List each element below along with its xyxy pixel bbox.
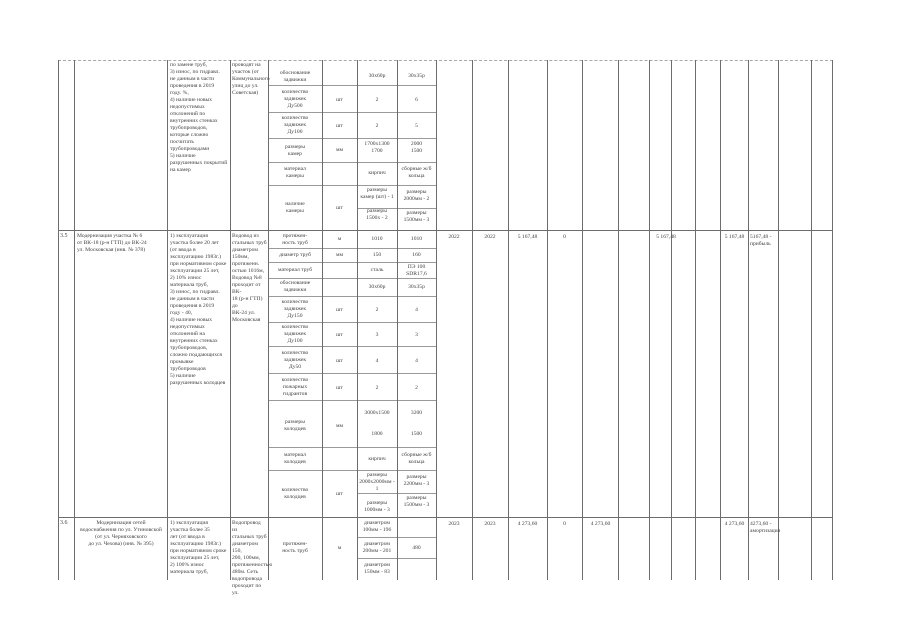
s35-param-name: протяжен- ность труб [282, 233, 308, 246]
s35-param-name: количество задвижек Ду50 [281, 350, 309, 370]
row-number-3-6: 3.6 [60, 520, 68, 526]
col-line [230, 60, 231, 580]
s35-param-unit: м [337, 236, 342, 242]
s35-param-unit: шт [336, 491, 343, 497]
col-line [472, 60, 473, 580]
param-line [268, 400, 436, 401]
top-param-unit: шт [336, 123, 343, 129]
top-param-value-new: сборные ж/б кольца [401, 166, 432, 179]
s35-param-name: количество задвижек Ду100 [281, 324, 309, 344]
col-line [811, 60, 812, 580]
top-param-value-new: 2000 1500 [410, 141, 423, 154]
s35-cost-total: 5 167,48 [724, 234, 745, 240]
param-line [268, 262, 436, 263]
s36-zero-value: 0 [563, 521, 566, 527]
s35-param-unit: шт [336, 332, 343, 338]
s35-param-name: количество задвижек Ду150 [281, 299, 309, 319]
s36-end-year: 2023 [484, 521, 496, 527]
s35-param-value-old: 2 [375, 307, 379, 313]
s35-param-value-new: 4 [415, 358, 418, 364]
s35-param-value-old: размеры 2000x2000мм - 1 размеры 1000мм - 3 [359, 472, 395, 513]
col-line [547, 60, 548, 580]
s35-param-value-new: 30x35р [408, 284, 425, 290]
param-line [268, 138, 436, 139]
param-line [268, 322, 436, 323]
col-line [58, 60, 59, 580]
top-param-value-old: кирпич [368, 170, 386, 176]
s35-param-name: материал колодцев [284, 452, 306, 465]
s35-param-value-old: 30x60р [368, 284, 386, 290]
param-line [268, 346, 436, 347]
s35-param-value-old: 150 [372, 252, 382, 258]
s35-zero-value: 0 [563, 234, 566, 240]
col-line [649, 60, 650, 580]
s36-param-value-new: 480 [412, 545, 421, 551]
top-description: по замене труб, 3) износ, по гидравл. не данным в части проведения в 2019 году. %, 4) наличие новых недопустимых отклонений по внутренних стенках трубопроводов, которые сложно посчитать трубопроводами 5) наличие разрушенных покрытий на камер [170, 62, 228, 173]
col-line [74, 60, 75, 580]
col-line [322, 60, 323, 580]
s36-total-cost: 4 273,60 [517, 521, 538, 527]
col-line [832, 60, 833, 580]
top-param-name: количество задвижек Ду500 [281, 89, 309, 109]
s35-param-value-new: размеры 2200мм - 3 размеры 1500мм - 3 [403, 474, 430, 508]
col-line [720, 60, 721, 580]
top-param-value-old: 2 [375, 97, 379, 103]
row-number-3-5: 3.5 [60, 233, 68, 239]
top-param-value-new: размеры 2000мм - 2 размеры 1500мм - 3 [403, 189, 430, 223]
top-material: проводят на участок (от Коммунального улиц до ул. Советская) [232, 62, 270, 96]
s36-param-name: протяжен- ность труб [282, 541, 308, 554]
top-param-unit: шт [336, 205, 343, 211]
s35-param-name: обоснование задвижки [279, 280, 311, 293]
col-line [167, 60, 168, 580]
top-param-unit: мм [335, 147, 344, 153]
col-line [268, 60, 269, 580]
s35-param-unit: шт [336, 307, 343, 313]
s35-param-value-new: сборные ж/б кольца [401, 452, 432, 465]
s35-param-value-new: ПЭ 100 SDR17,6 [406, 264, 427, 277]
row-line-s36-top [58, 517, 833, 518]
s36-material: Водопровод из стальных труб диаметром 150, 200, 100мм, протяженностью 480м. Сеть водопровода проходит по ул. [232, 520, 273, 596]
top-param-name: наличие камеры [285, 201, 305, 214]
s35-end-year: 2022 [484, 234, 496, 240]
s36-source: 4273,60 - амортизация [750, 521, 781, 534]
top-param-unit: шт [336, 97, 343, 103]
s36-cost-depr: 4 273,60 [590, 521, 611, 527]
top-param-name: количество задвижек Ду100 [281, 115, 309, 135]
col-line [778, 60, 779, 580]
s36-param-value-old: диаметром 100мм - 196 диаметром 200мм - 201 диаметром 150мм - 83 [362, 520, 392, 575]
col-line [748, 60, 749, 580]
param-line [268, 112, 436, 113]
s35-param-value-new: 1010 [410, 236, 423, 242]
s35-param-name: количество пожарных гидрантов [281, 377, 309, 397]
s35-param-name: размеры колодцев [284, 419, 306, 432]
param-line [268, 373, 436, 374]
top-param-value-old: 30x60р [368, 73, 386, 79]
s35-param-name: материал труб [277, 267, 313, 273]
s35-param-value-old: 3 [375, 332, 379, 338]
s36-description: 1) эксплуатация участка более 35 лет (от ввода в эксплуатацию 1983г.) при нормативном сроке эксплуатации 25 лет, 2) 100% износ материала труб, [170, 520, 227, 575]
s35-param-name: количество колодцев [281, 487, 309, 500]
s35-param-value-old: 3000x1500 1800 [364, 410, 390, 437]
top-param-value-new: 5 [415, 123, 418, 129]
s35-total-cost: 5 167,48 [517, 234, 538, 240]
param-line [268, 85, 436, 86]
param-line [268, 248, 436, 249]
s35-param-name: диаметр труб [279, 252, 311, 258]
col-line [695, 60, 696, 580]
s35-param-value-new: 3200 1500 [410, 410, 423, 437]
s36-start-year: 2023 [448, 521, 460, 527]
s35-param-value-new: 2 [415, 385, 418, 391]
top-param-value-new: 30x35р [408, 73, 425, 79]
param-line [268, 447, 436, 448]
param-line [268, 162, 436, 163]
s35-param-unit: шт [336, 385, 343, 391]
s35-param-value-new: 3 [415, 332, 418, 338]
s35-param-value-old: кирпич [368, 456, 386, 462]
s36-title: Модернизация сетей водоснабжения по ул. Утиновской (от ул. Черняховского до ул. Чехова) (инв. № 395) [80, 520, 162, 547]
s35-param-value-old: 4 [375, 358, 379, 364]
s35-material: Водовод из стальных труб диаметром 150мм, протяженн. остью 1016м, Водовод №8 проходит от ВК- 18 (р-н ГТП) до ВК-24 ул. Московская [232, 233, 267, 323]
s35-start-year: 2022 [448, 234, 460, 240]
s36-param-unit: м [337, 545, 342, 551]
top-param-value-old: размеры камер (шт) - 1 размеры 1500x - 2 [360, 187, 394, 221]
s35-source: 5167,48 - прибыль [750, 234, 772, 247]
top-param-value-old: 2 [375, 123, 379, 129]
s35-param-value-old: сталь [370, 267, 384, 273]
top-param-name: размеры камер [285, 144, 305, 157]
s35-param-value-old: 1010 [371, 236, 383, 242]
param-line [268, 185, 436, 186]
col-line [671, 60, 672, 580]
top-param-name: обоснование задвижки [279, 70, 311, 83]
col-line [618, 60, 619, 580]
top-param-name: материал камеры [284, 166, 306, 179]
row-line-s35-top [58, 230, 833, 231]
col-line [436, 60, 437, 580]
param-line [268, 296, 436, 297]
s35-param-value-new: 4 [415, 307, 418, 313]
s35-title: Модернизация участка № 6 от ВК-18 (р-н ГТП) до ВК-24 ул. Московская (инв. № 378) [77, 233, 147, 253]
s35-param-unit: шт [336, 358, 343, 364]
s35-description: 1) эксплуатация участка более 20 лет (от ввода в эксплуатацию 1983г.) при нормативном сроке эксплуатации 25 лет, 2) 10% износ материала труб, 3) износ, по гидравл. не данным в части проведения в 2019 году - 40, 4) наличие новых недопустимых отклонений на внутренних стенках трубопроводов, сложно поддающихся промывке трубопроводов 5) наличие разрушенных колодцев [170, 233, 227, 386]
top-param-value-old: 1700x1300 1700 [364, 141, 390, 154]
top-dashed-line [58, 60, 833, 61]
s35-param-unit: мм [335, 423, 344, 429]
top-param-value-new: 6 [415, 97, 418, 103]
param-line [268, 470, 436, 471]
param-line [268, 278, 436, 279]
s35-param-value-new: 160 [412, 252, 421, 258]
s35-cost-year: 5 167,48 [656, 234, 676, 240]
s36-cost-total: 4 273,60 [724, 521, 745, 527]
s35-param-unit: мм [335, 252, 344, 258]
col-line [582, 60, 583, 580]
col-line [508, 60, 509, 580]
s35-param-value-old: 2 [375, 385, 379, 391]
